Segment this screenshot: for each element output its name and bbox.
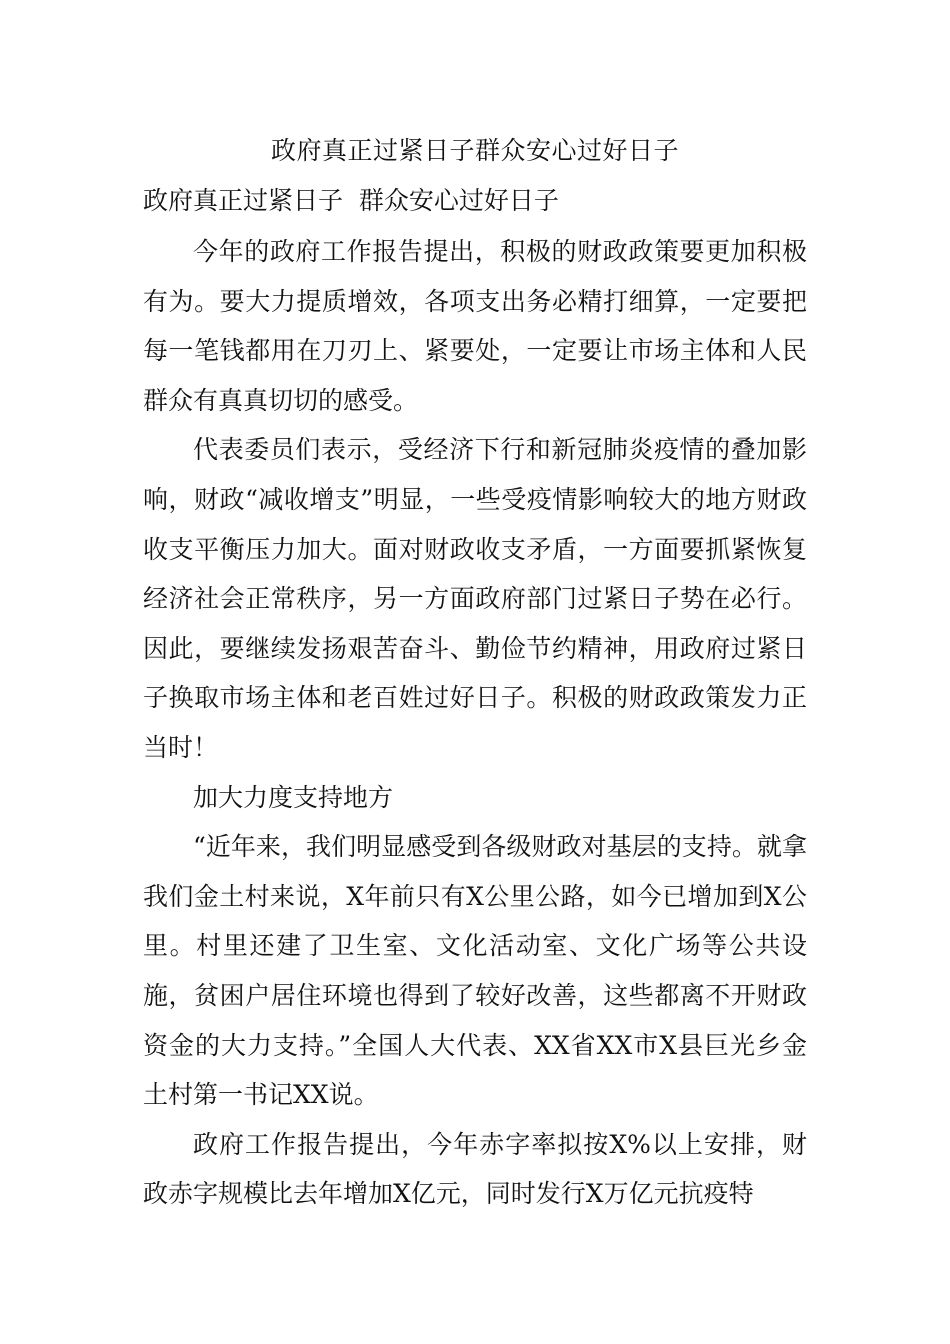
paragraph: 今年的政府工作报告提出，积极的财政政策要更加积极有为。要大力提质增效，各项支出务必精打细算，一定要把每一笔钱都用在刀刃上、紧要处，一定要让市场主体和人民群众有真真切切的感受。 xyxy=(143,237,807,415)
paragraph: “近年来，我们明显感受到各级财政对基层的支持。就拿我们金土村来说，X年前只有X公里公路，如今已增加到X公里。村里还建了卫生室、文化活动室、文化广场等公共设施，贫困户居住环境也得到了较好改善，这些都离不开财政资金的大力支持。”全国人大代表、XX省XX市X县巨光乡金土村第一书记XX说。 xyxy=(143,832,807,1110)
document-title: 政府真正过紧日子群众安心过好日子 xyxy=(270,136,679,165)
paragraph: 政府工作报告提出，今年赤字率拟按X%以上安排，财政赤字规模比去年增加X亿元，同时发行X万亿元抗疫特 xyxy=(143,1129,807,1209)
document-body xyxy=(143,227,807,1219)
document-subtitle: 政府真正过紧日子 群众安心过好日子 xyxy=(143,186,559,215)
paragraph: 代表委员们表示，受经济下行和新冠肺炎疫情的叠加影响，财政“减收增支”明显，一些受疫情影响较大的地方财政收支平衡压力加大。面对财政收支矛盾，一方面要抓紧恢复经济社会正常秩序，另一方面政府部门过紧日子势在必行。因此，要继续发扬艰苦奋斗、勤俭节约精神，用政府过紧日子换取市场主体和老百姓过好日子。积极的财政政策发力正当时！ xyxy=(143,435,807,762)
section-heading: 加大力度支持地方 xyxy=(193,782,394,812)
